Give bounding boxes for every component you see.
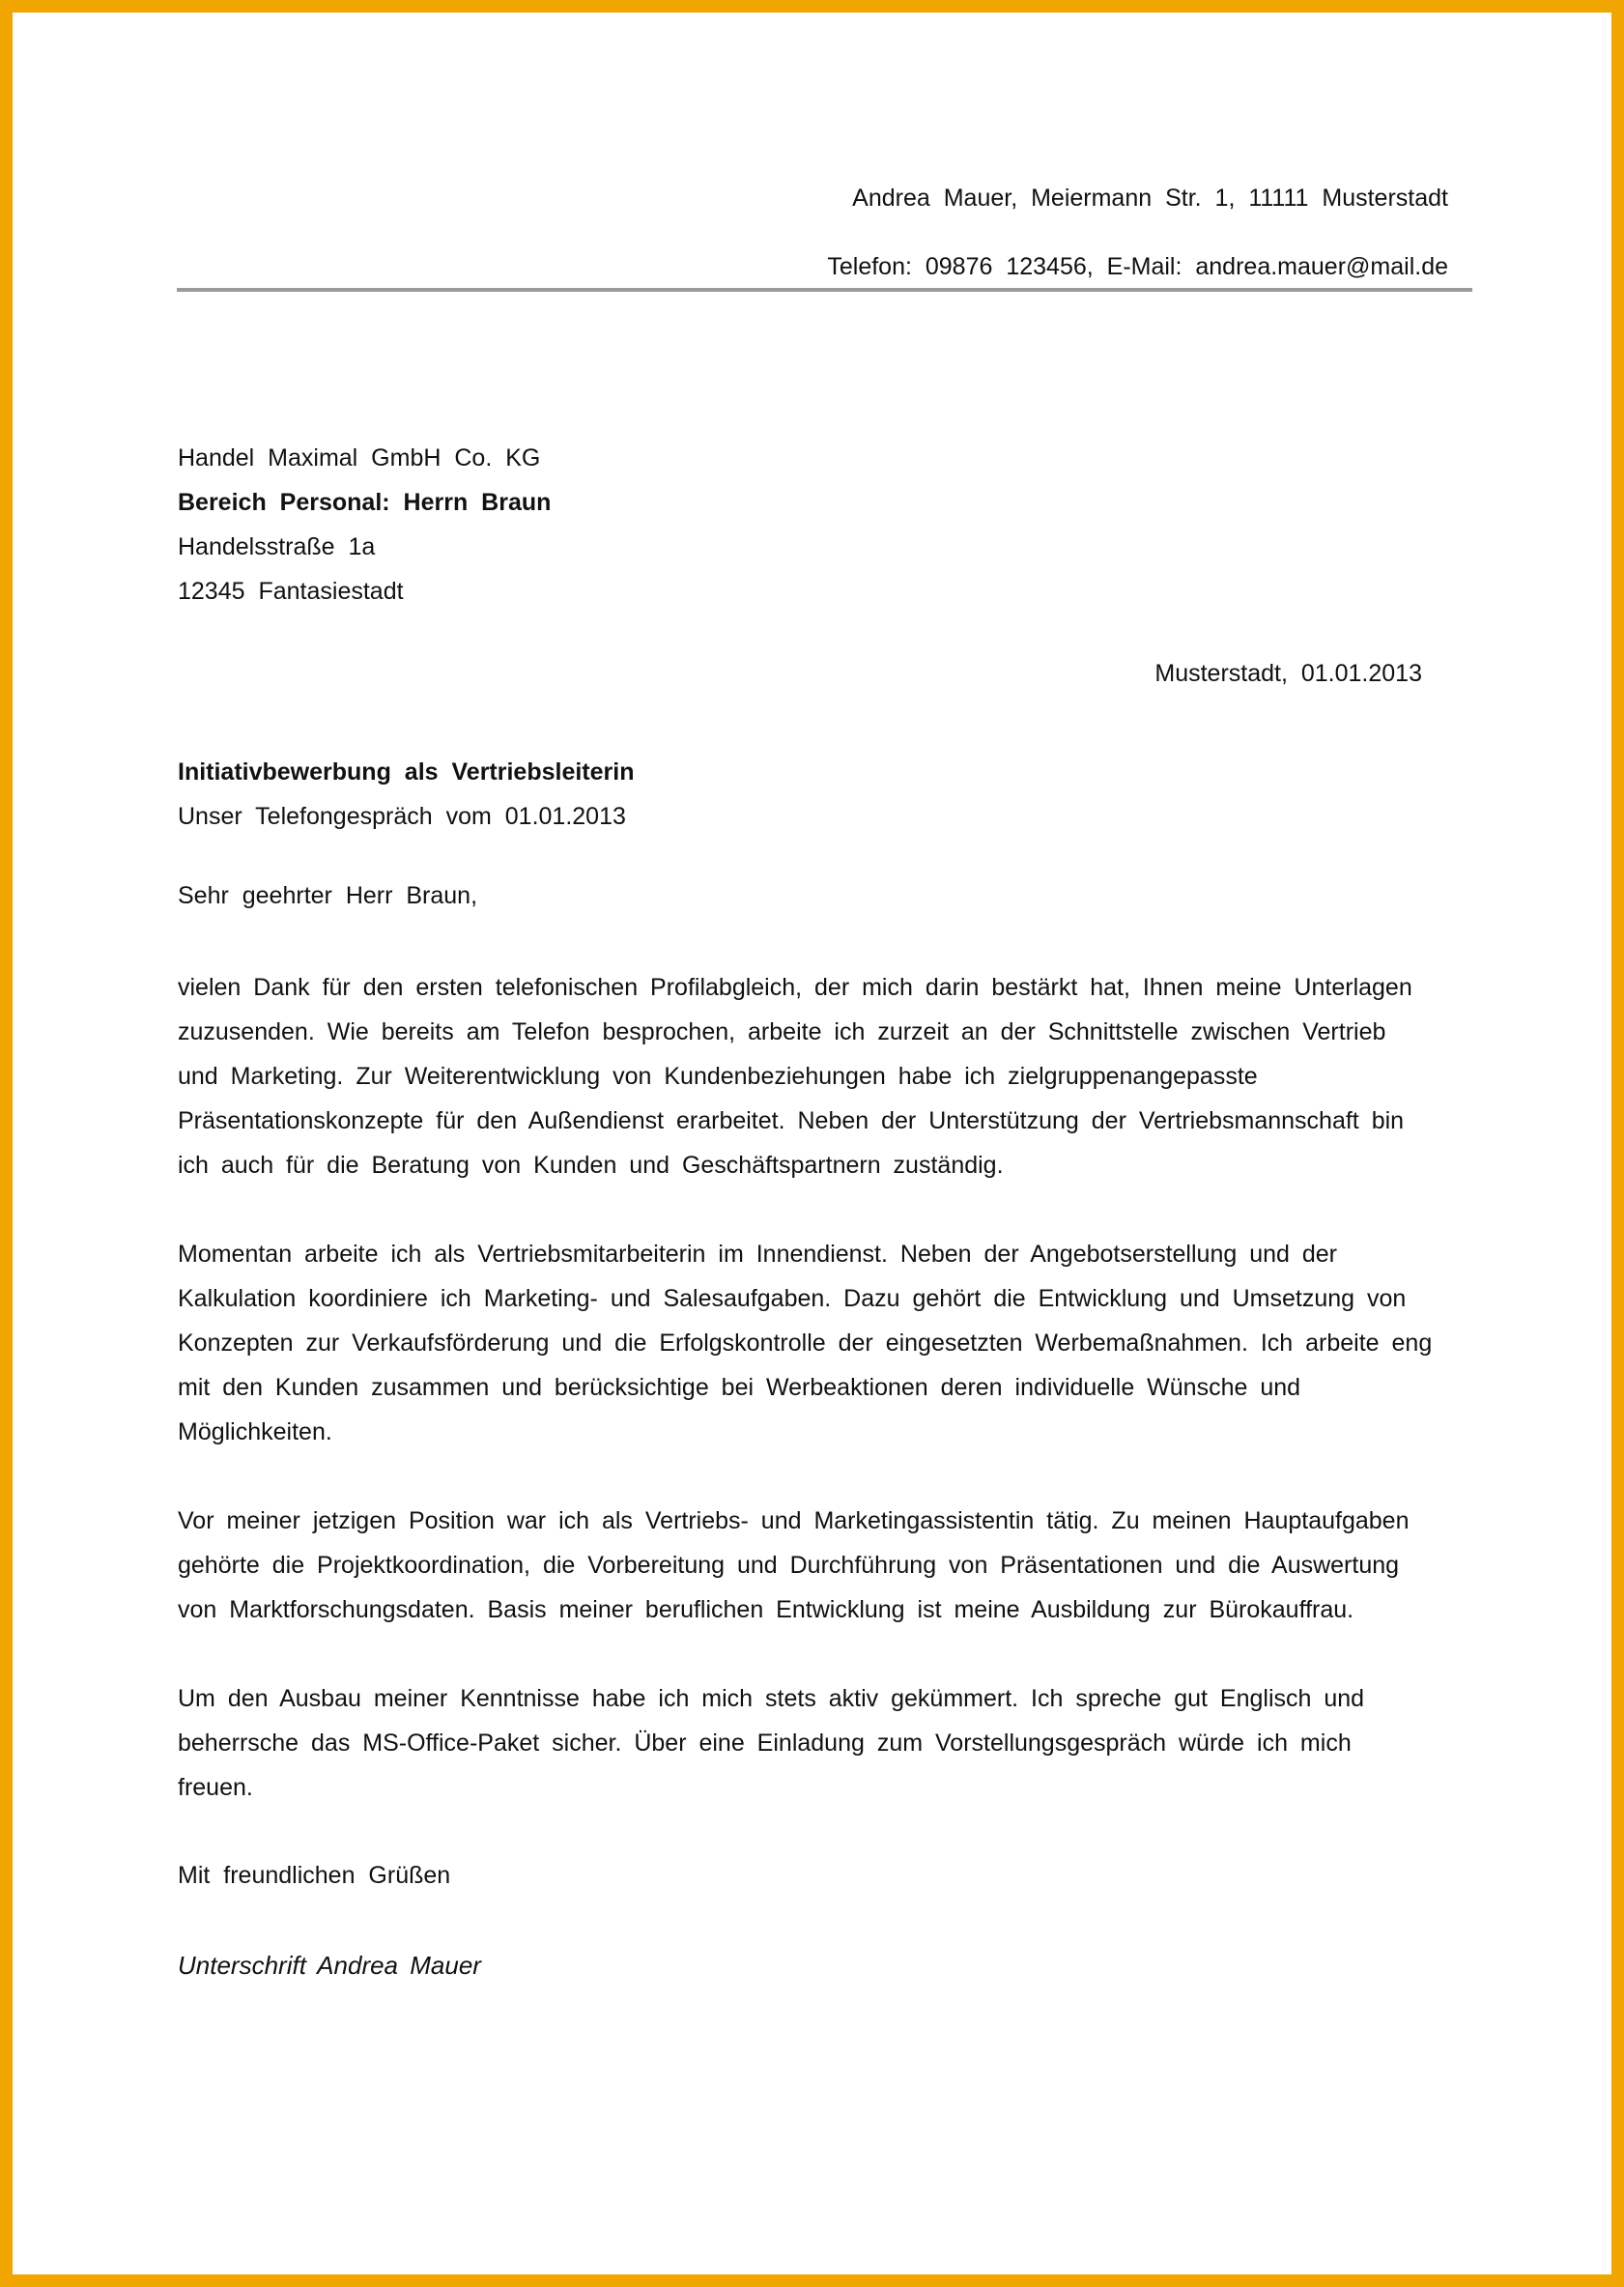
closing-phrase: Mit freundlichen Grüßen: [178, 1862, 451, 1889]
body-line: gehörte die Projektkoordination, die Vorbereitung und Durchführung von Präsentationen und die Auswertung: [178, 1552, 1400, 1579]
body-line: Konzepten zur Verkaufsförderung und die Erfolgskontrolle der eingesetzten Werbemaßnahmen. Ich arbeite eng: [178, 1329, 1433, 1357]
recipient-department: Bereich Personal: Herrn Braun: [178, 489, 552, 516]
sender-address: Andrea Mauer, Meiermann Str. 1, 11111 Musterstadt: [852, 185, 1448, 212]
letter-date: Musterstadt, 01.01.2013: [1154, 660, 1422, 687]
body-line: ich auch für die Beratung von Kunden und Geschäftspartnern zuständig.: [178, 1152, 1004, 1179]
body-paragraph: [178, 1499, 1473, 1632]
body-line: freuen.: [178, 1774, 253, 1801]
recipient-city: 12345 Fantasiestadt: [178, 578, 404, 605]
body-line: vielen Dank für den ersten telefonischen Profilabgleich, der mich darin bestärkt hat, Ihnen meine Unterlagen: [178, 974, 1412, 1001]
body-paragraph: [178, 1676, 1473, 1810]
signature: Unterschrift Andrea Mauer: [178, 1951, 481, 1980]
subject-reference: Unser Telefongespräch vom 01.01.2013: [178, 803, 626, 830]
body-line: Um den Ausbau meiner Kenntnisse habe ich mich stets aktiv gekümmert. Ich spreche gut Englisch und: [178, 1685, 1365, 1712]
body-paragraph: [178, 1232, 1473, 1454]
body-line: Momentan arbeite ich als Vertriebsmitarbeiterin im Innendienst. Neben der Angebotserstellung und der: [178, 1241, 1337, 1268]
body-line: Möglichkeiten.: [178, 1418, 332, 1445]
body-line: mit den Kunden zusammen und berücksichtige bei Werbeaktionen deren individuelle Wünsche und: [178, 1374, 1301, 1401]
body-line: von Marktforschungsdaten. Basis meiner beruflichen Entwicklung ist meine Ausbildung zur Bürokauffrau.: [178, 1596, 1354, 1623]
recipient-address: [178, 436, 551, 614]
sender-contact: Telefon: 09876 123456, E-Mail: andrea.mauer@mail.de: [827, 253, 1448, 280]
body-line: beherrsche das MS-Office-Paket sicher. Über eine Einladung zum Vorstellungsgespräch würde ich mich: [178, 1730, 1352, 1757]
body-line: und Marketing. Zur Weiterentwicklung von Kundenbeziehungen habe ich zielgruppenangepasste: [178, 1063, 1258, 1090]
body-line: Präsentationskonzepte für den Außendienst erarbeitet. Neben der Unterstützung der Vertriebsmannschaft bin: [178, 1107, 1405, 1134]
body-line: Vor meiner jetzigen Position war ich als Vertriebs- und Marketingassistentin tätig. Zu meinen Hauptaufgaben: [178, 1507, 1410, 1534]
subject-title: Initiativbewerbung als Vertriebsleiterin: [178, 758, 635, 786]
header-divider: [177, 288, 1472, 292]
body-line: zuzusenden. Wie bereits am Telefon besprochen, arbeite ich zurzeit an der Schnittstelle zwischen Vertrieb: [178, 1018, 1386, 1045]
salutation: Sehr geehrter Herr Braun,: [178, 882, 478, 909]
body-paragraph: [178, 965, 1473, 1187]
recipient-street: Handelsstraße 1a: [178, 533, 376, 560]
letter-body: [178, 965, 1473, 1854]
subject-block: [178, 750, 634, 839]
body-line: Kalkulation koordiniere ich Marketing- und Salesaufgaben. Dazu gehört die Entwicklung und Umsetzung von: [178, 1285, 1407, 1312]
recipient-company: Handel Maximal GmbH Co. KG: [178, 444, 541, 472]
